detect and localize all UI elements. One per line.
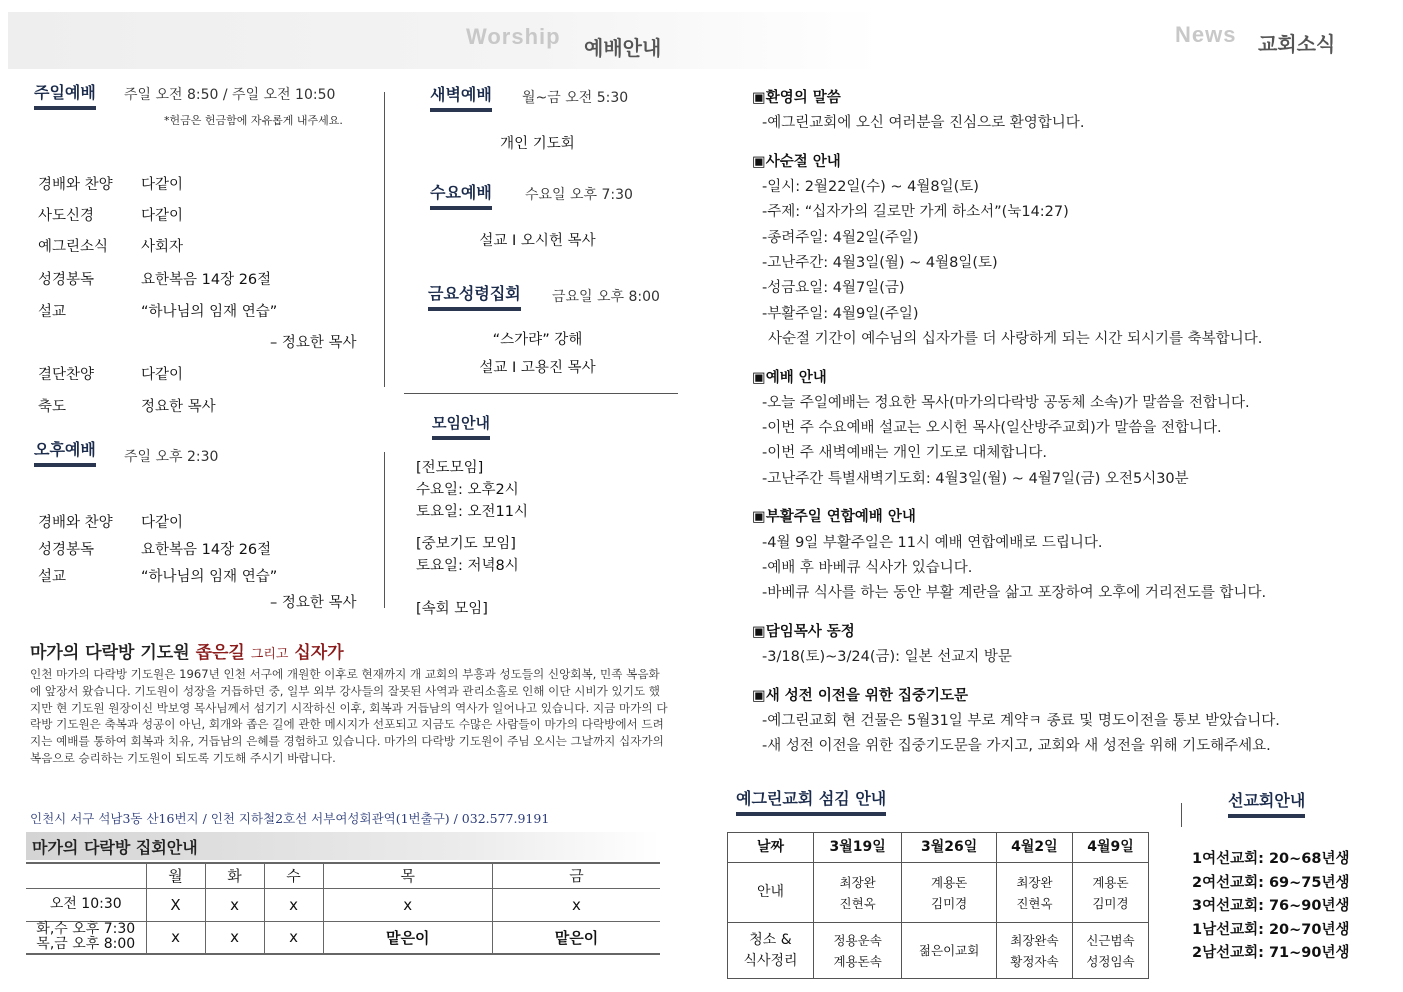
- serve-cell: [902, 863, 997, 923]
- row-label-line: 화,수 오후 7:30: [36, 921, 136, 938]
- gathering-item: [속회 모임]: [416, 601, 488, 617]
- prayer-house-name: 마가의 다락방 기도원: [30, 643, 190, 663]
- serve-name: 젊은이교회: [918, 943, 980, 958]
- news-line: -이번 주 수요예배 설교는 오시헌 목사(일산방주교회)가 말씀을 전합니다.: [762, 420, 1222, 436]
- news-line: -이번 주 새벽예배는 개인 기도로 대체합니다.: [762, 445, 1048, 461]
- wednesday-time: 수요일 오후 7:30: [525, 187, 633, 203]
- afternoon-row-value: 다같이: [141, 515, 184, 531]
- serve-header: 3월19일: [814, 833, 902, 863]
- news-line: 사순절 기간이 예수님의 십자가를 더 사랑하게 되는 시간 되시기를 축복합니다.: [768, 331, 1263, 347]
- news-section-title: ▣사순절 안내: [752, 154, 841, 170]
- gathering-item: 토요일: 저녁8시: [416, 558, 519, 574]
- sunday-row-value: 다같이: [141, 208, 184, 224]
- sunday-row-label: 예그린소식: [38, 239, 109, 255]
- sunday-row-value: 요한복음 14장 26절: [141, 272, 272, 288]
- sunday-row-label: 결단찬양: [38, 367, 95, 383]
- table-cell: x: [264, 888, 323, 921]
- news-line: -예그린교회 현 건물은 5월31일 부로 계약ㅋ 종료 및 명도이전을 통보 받았습니다.: [762, 713, 1280, 729]
- news-header-ko: 교회소식: [1258, 32, 1336, 56]
- news-section-title: ▣예배 안내: [752, 370, 827, 386]
- table-cell: x: [264, 921, 323, 954]
- sunday-row-label: 사도신경: [38, 208, 95, 224]
- afternoon-title: 오후예배: [34, 437, 96, 467]
- cross-text: 십자가: [294, 643, 344, 663]
- mission-item: 3여선교회: 76~90년생: [1192, 898, 1350, 914]
- friday-time: 금요일 오후 8:00: [552, 289, 660, 305]
- serve-row-label: 안내: [728, 863, 814, 923]
- news-line: -부활주일: 4월9일(주일): [762, 306, 919, 322]
- serve-name: 최장완: [839, 874, 876, 890]
- table-cell: x: [146, 921, 205, 954]
- friday-title: 금요성령집회: [428, 281, 521, 311]
- table-cell: 맡은이: [323, 921, 492, 954]
- news-line: -3/18(토)~3/24(금): 일본 선교지 방문: [762, 649, 1012, 665]
- news-line: -예배 후 바베큐 식사가 있습니다.: [762, 560, 973, 576]
- section-divider: [404, 393, 678, 394]
- serve-header: 날짜: [728, 833, 814, 863]
- serve-cell: [996, 923, 1072, 979]
- offering-note: *헌금은 헌금함에 자유롭게 내주세요.: [164, 114, 343, 127]
- day-header: 화: [205, 863, 264, 888]
- narrow-path-text: 좁은길: [195, 643, 245, 663]
- sunday-time: 주일 오전 8:50 / 주일 오전 10:50: [124, 87, 336, 103]
- serve-label-line: 식사정리: [743, 952, 798, 969]
- worship-header-band: [8, 12, 880, 69]
- afternoon-time: 주일 오후 2:30: [124, 449, 219, 465]
- sunday-row-label: 성경봉독: [38, 272, 95, 288]
- sunday-row-value: “하나님의 임재 연습”: [141, 304, 278, 320]
- gathering-item: 수요일: 오후2시: [416, 482, 519, 498]
- serve-name: 최장완속: [1010, 932, 1059, 948]
- serve-name: 진현옥: [1016, 895, 1053, 911]
- serve-name: 계용돈: [931, 874, 968, 890]
- sunday-row-label: 축도: [38, 399, 67, 415]
- serve-cell: [902, 923, 997, 979]
- worship-header-ko: 예배안내: [584, 36, 662, 60]
- table-cell: 맡은이: [492, 921, 660, 954]
- column-divider: [384, 92, 385, 387]
- mission-item: 2여선교회: 69~75년생: [1192, 875, 1350, 891]
- day-header: 금: [492, 863, 660, 888]
- news-section-title: ▣담임목사 동정: [752, 624, 855, 640]
- serve-cell: [814, 863, 902, 923]
- afternoon-row-label: 경배와 찬양: [38, 515, 113, 531]
- row-label: [26, 921, 146, 954]
- news-line: -4월 9일 부활주일은 11시 예배 연합예배로 드립니다.: [762, 535, 1103, 551]
- news-section-title: ▣환영의 말씀: [752, 90, 841, 106]
- table-cell: x: [205, 921, 264, 954]
- day-header: 월: [146, 863, 205, 888]
- gathering-item: 토요일: 오전11시: [416, 504, 528, 520]
- day-header: 목: [323, 863, 492, 888]
- news-line: -종려주일: 4월2일(주일): [762, 230, 919, 246]
- day-header: 수: [264, 863, 323, 888]
- news-section-title: ▣새 성전 이전을 위한 집중기도문: [752, 688, 968, 704]
- serve-header: 3월26일: [902, 833, 997, 863]
- sunday-row-value: 다같이: [141, 177, 184, 193]
- table-cell: X: [146, 888, 205, 921]
- serve-name: 정용운속: [833, 932, 882, 948]
- mission-title: 선교회안내: [1228, 788, 1305, 818]
- friday-line1: “스가랴” 강해: [492, 332, 583, 348]
- news-line: -고난주간: 4월3일(월) ~ 4월8일(토): [762, 255, 998, 271]
- table-cell: x: [492, 888, 660, 921]
- serve-cell: [996, 863, 1072, 923]
- prayer-house-title: [30, 638, 344, 663]
- serve-name: 진현옥: [839, 895, 876, 911]
- news-line: -고난주간 특별새벽기도회: 4월3일(월) ~ 4월7일(금) 오전5시30분: [762, 471, 1189, 487]
- serve-name: 김미경: [931, 895, 968, 911]
- serve-name: 김미경: [1092, 895, 1129, 911]
- afternoon-row-label: 설교: [38, 569, 67, 585]
- news-line: -일시: 2월22일(수) ~ 4월8일(토): [762, 179, 979, 195]
- gathering-item: [중보기도 모임]: [416, 536, 516, 552]
- serve-name: 성정임속: [1086, 953, 1135, 969]
- column-divider: [384, 452, 385, 608]
- dawn-time: 월~금 오전 5:30: [522, 90, 629, 106]
- serve-name: 신근범속: [1086, 932, 1135, 948]
- serve-cell: [1072, 863, 1148, 923]
- serve-table: [727, 832, 1149, 979]
- serve-header: 4월2일: [996, 833, 1072, 863]
- table-corner: [26, 863, 146, 888]
- serve-cell: [814, 923, 902, 979]
- news-line: -새 성전 이전을 위한 집중기도문을 가지고, 교회와 새 성전을 위해 기도해주세요.: [762, 738, 1271, 754]
- row-label-line: 목,금 오후 8:00: [36, 936, 136, 953]
- prayer-house-address: 인천시 서구 석남3동 산16번지 / 인천 지하철2호선 서부여성회관역(1번출구) / 032.577.9191: [30, 811, 550, 826]
- sunday-row-label: 경배와 찬양: [38, 177, 113, 193]
- table-cell: x: [323, 888, 492, 921]
- row-label: 오전 10:30: [26, 888, 146, 921]
- friday-line2: 설교 I 고용진 목사: [479, 360, 596, 376]
- afternoon-preacher: – 정요한 목사: [270, 595, 357, 611]
- mission-item: 1남선교회: 20~70년생: [1192, 922, 1350, 938]
- wednesday-title: 수요예배: [430, 180, 492, 210]
- afternoon-row-value: 요한복음 14장 26절: [141, 542, 272, 558]
- dawn-title: 새벽예배: [430, 82, 492, 112]
- sunday-row-label: 설교: [38, 304, 67, 320]
- serve-name: 최장완: [1016, 874, 1053, 890]
- mission-item: 2남선교회: 71~90년생: [1192, 945, 1350, 961]
- sunday-preacher: – 정요한 목사: [270, 335, 357, 351]
- and-text: 그리고: [250, 647, 289, 662]
- serve-name: 계용돈: [1092, 874, 1129, 890]
- gathering-title: 모임안내: [432, 412, 490, 440]
- prayer-house-body: 인천 마가의 다락방 기도원은 1967년 인천 서구에 개원한 이후로 현재까지 개 교회의 부흥과 성도들의 신앙회복, 민족 복음화에 앞장서 왔습니다. 기도원이 성장을 거듭하던 중, 일부 외부 강사들의 잘못된 사역과 관리소홀로 인해 이단 시비가 있기도 했지만 현 기도원 원장이신 박보영 목사님께서 섬기기 시작하신 이후, 회복과 거듭남의 역사가 일어나고 있습니다. 지금 마가의 다락방 기도원은 축복과 성공이 아닌, 회개와 좁은 길에 관한 메시지가 선포되고 지금도 수많은 사람들이 마가의 다락방에서 드려지는 예배를 통하여 회복과 치유, 거듭남의 은혜를 경험하고 있습니다. 마가의 다락방 기도원이 주님 오시는 그날까지 십자가의 복음으로 승리하는 기도원이 되도록 기도해 주시기 바랍니다.: [30, 667, 668, 765]
- mission-item: 1여선교회: 20~68년생: [1192, 851, 1350, 867]
- afternoon-row-value: “하나님의 임재 연습”: [141, 569, 278, 585]
- wednesday-body: 설교 I 오시헌 목사: [479, 233, 596, 249]
- mission-divider: [1181, 803, 1182, 827]
- gathering-item: [전도모임]: [416, 460, 484, 476]
- serve-name: 계용돈속: [833, 953, 882, 969]
- news-line: -주제: “십자가의 길로만 가게 하소서”(눅14:27): [762, 204, 1069, 220]
- serve-title: 예그린교회 섬김 안내: [736, 786, 886, 816]
- meeting-table: [26, 862, 660, 955]
- sunday-row-value: 정요한 목사: [141, 399, 216, 415]
- news-line: -성금요일: 4월7일(금): [762, 280, 905, 296]
- news-header-en: News: [1175, 22, 1237, 47]
- serve-label-line: 청소 &: [749, 931, 792, 948]
- news-line: -예그린교회에 오신 여러분을 진심으로 환영합니다.: [762, 115, 1085, 131]
- news-line: -오늘 주일예배는 정요한 목사(마가의다락방 공동체 소속)가 말씀을 전합니다.: [762, 395, 1250, 411]
- sunday-title: 주일예배: [34, 80, 96, 110]
- table-cell: x: [205, 888, 264, 921]
- serve-cell: [1072, 923, 1148, 979]
- worship-header-en: Worship: [466, 24, 561, 49]
- serve-header: 4월9일: [1072, 833, 1148, 863]
- news-section-title: ▣부활주일 연합예배 안내: [752, 509, 916, 525]
- news-line: -바베큐 식사를 하는 동안 부활 계란을 삶고 포장하여 오후에 거리전도를 합니다.: [762, 585, 1267, 601]
- meeting-table-title: 마가의 다락방 집회안내: [32, 838, 198, 857]
- afternoon-row-label: 성경봉독: [38, 542, 95, 558]
- sunday-row-value: 사회자: [141, 239, 184, 255]
- dawn-body: 개인 기도회: [500, 136, 575, 152]
- serve-row-label: [728, 923, 814, 979]
- sunday-row-value: 다같이: [141, 367, 184, 383]
- serve-name: 황정자속: [1010, 953, 1059, 969]
